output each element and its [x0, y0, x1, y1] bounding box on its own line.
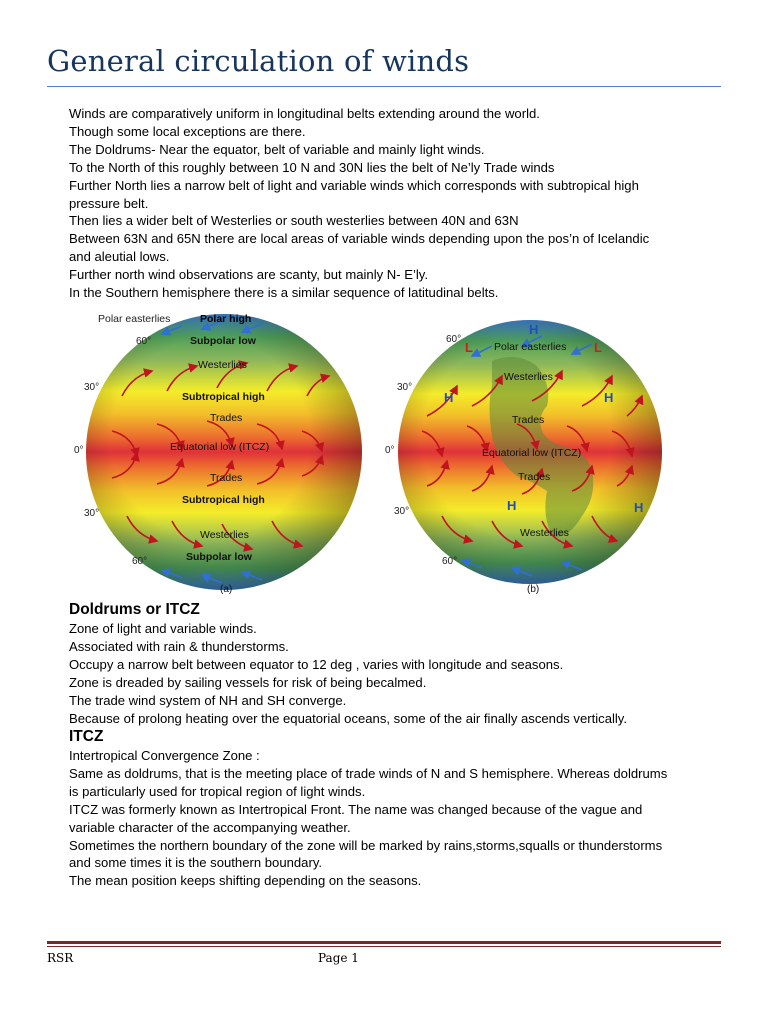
footer-rule [47, 946, 721, 947]
belt-label: Trades [518, 471, 551, 483]
globe-a [74, 313, 362, 595]
belt-label: Equatorial low (ITCZ) [170, 441, 270, 453]
belt-label: Subtropical high [182, 494, 265, 506]
belt-label: Westerlies [504, 371, 553, 383]
intro-line: Though some local exceptions are there. [69, 123, 306, 139]
belt-label: Equatorial low (ITCZ) [482, 447, 582, 459]
lat-label: 0° [385, 445, 395, 456]
itcz-line: and some times it is the southern boundary. [69, 855, 323, 871]
belt-label: Subpolar low [190, 335, 256, 347]
belt-label: Westerlies [200, 529, 249, 541]
doldrums-heading: Doldrums or ITCZ [69, 601, 200, 618]
itcz-line: Sometimes the northern boundary of the zone will be marked by rains,storms,squalls or thunderstorms [69, 837, 663, 853]
footer-rule [47, 941, 721, 944]
itcz-line: Intertropical Convergence Zone : [69, 748, 260, 763]
lat-label: 30° [397, 382, 413, 393]
intro-line: In the Southern hemisphere there is a similar sequence of latitudinal belts. [69, 285, 499, 301]
pressure-marker-h: H [634, 500, 644, 515]
figure-caption-b: (b) [527, 584, 540, 595]
lat-label: 60° [442, 556, 458, 567]
footer-author: RSR [47, 951, 74, 965]
pressure-marker-l: L [465, 340, 473, 355]
intro-paragraph [69, 105, 729, 302]
belt-label: Trades [512, 414, 545, 426]
belt-label: Trades [210, 472, 243, 484]
lat-label: 30° [84, 382, 100, 393]
pressure-marker-h: H [507, 498, 517, 513]
globe-a-polar-easterlies: Polar easterlies [98, 313, 171, 325]
intro-line: The Doldrums- Near the equator, belt of variable and mainly light winds. [69, 141, 485, 157]
figure-caption-a: (a) [220, 584, 233, 595]
belt-label: Trades [210, 412, 243, 424]
belt-label: Westerlies [520, 527, 569, 539]
intro-line: pressure belt. [69, 195, 149, 211]
doldrums-line: Because of prolong heating over the equatorial oceans, some of the air finally ascends vertically. [69, 710, 628, 726]
globe-b [385, 320, 662, 595]
intro-line: Winds are comparatively uniform in longitudinal belts extending around the world. [69, 106, 540, 121]
page-number: Page 1 [318, 951, 359, 965]
belt-label: Westerlies [198, 359, 247, 371]
itcz-line: Same as doldrums, that is the meeting place of trade winds of N and S hemisphere. Whereas doldrums [69, 765, 668, 781]
intro-line: and aleutial lows. [69, 249, 170, 265]
pressure-marker-h: H [444, 390, 454, 405]
itcz-section [69, 727, 729, 890]
doldrums-line: Associated with rain & thunderstorms. [69, 638, 289, 654]
lat-label: 60° [446, 334, 462, 345]
lat-label: 60° [132, 556, 148, 567]
lat-label: 0° [74, 445, 84, 456]
itcz-line: variable character of the accompanying weather. [69, 819, 351, 835]
itcz-heading: ITCZ [69, 728, 104, 745]
intro-line: Further north wind observations are scanty, but mainly N- E’ly. [69, 267, 429, 283]
doldrums-section [69, 600, 729, 727]
belt-label: Polar easterlies [494, 341, 567, 353]
doldrums-line: The trade wind system of NH and SH converge. [69, 692, 347, 708]
intro-line: To the North of this roughly between 10 N and 30N lies the belt of Ne’ly Trade winds [69, 159, 555, 175]
globe-a-polar-high: Polar high [200, 313, 252, 325]
itcz-line: The mean position keeps shifting depending on the seasons. [69, 873, 422, 889]
pressure-marker-h: H [529, 322, 539, 337]
pressure-marker-h: H [604, 390, 614, 405]
lat-label: 60° [136, 336, 152, 347]
doldrums-line: Zone is dreaded by sailing vessels for risk of being becalmed. [69, 674, 427, 690]
intro-line: Further North lies a narrow belt of light and variable winds which corresponds with subtropical high [69, 177, 639, 193]
belt-label: Subpolar low [186, 551, 252, 563]
page-title: General circulation of winds [47, 44, 470, 78]
belt-label: Subtropical high [182, 391, 265, 403]
itcz-line: ITCZ was formerly known as Intertropical Front. The name was changed because of the vague and [69, 801, 643, 817]
doldrums-line: Zone of light and variable winds. [69, 621, 257, 636]
doldrums-line: Occupy a narrow belt between equator to 12 deg , varies with longitude and seasons. [69, 656, 564, 672]
intro-line: Then lies a wider belt of Westerlies or south westerlies between 40N and 63N [69, 213, 519, 229]
title-underline [47, 86, 721, 87]
intro-line: Between 63N and 65N there are local areas of variable winds depending upon the pos’n of Icelandic [69, 231, 650, 247]
lat-label: 30° [394, 506, 410, 517]
itcz-line: is particularly used for tropical region of light winds. [69, 783, 366, 799]
lat-label: 30° [84, 508, 100, 519]
pressure-marker-l: L [594, 340, 602, 355]
wind-circulation-figure [72, 306, 672, 598]
